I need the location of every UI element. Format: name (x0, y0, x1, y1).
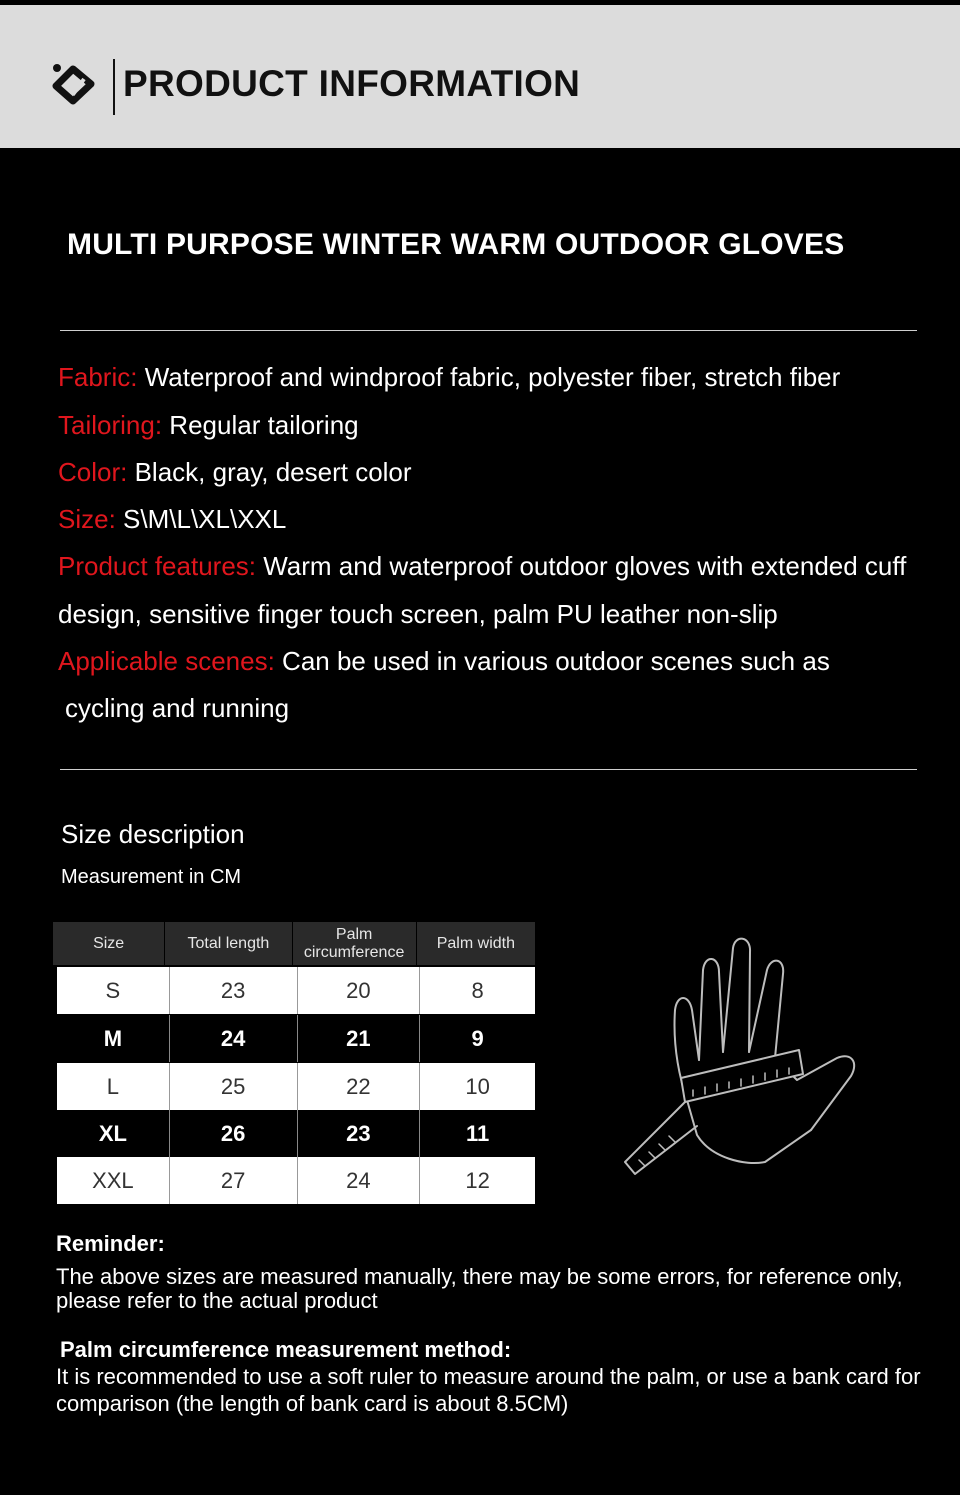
table-cell: 24 (298, 1157, 421, 1204)
hand-measurement-icon (615, 930, 865, 1190)
product-title: MULTI PURPOSE WINTER WARM OUTDOOR GLOVES (67, 228, 845, 261)
features-line-2: design, sensitive finger touch screen, palm PU leather non-slip (58, 599, 778, 629)
size-heading: Size description (61, 819, 245, 849)
scenes-line (58, 646, 830, 677)
table-cell: 23 (170, 967, 298, 1014)
divider (60, 769, 917, 770)
page-title: PRODUCT INFORMATION (123, 63, 581, 104)
size-label: Size: (58, 504, 116, 534)
size-table-header (53, 922, 535, 965)
scenes-label: Applicable scenes: (58, 646, 275, 676)
tailoring-label: Tailoring: (58, 410, 163, 440)
table-cell: 8 (471, 977, 484, 1003)
color-value: Black, gray, desert color (134, 457, 412, 487)
table-cell: 25 (170, 1063, 298, 1110)
table-row (57, 1015, 535, 1062)
features-label: Product features: (58, 551, 256, 581)
fabric-value: Waterproof and windproof fabric, polyester fiber, stretch fiber (144, 362, 841, 392)
size-subheading: Measurement in CM (61, 866, 242, 888)
table-cell: 10 (465, 1073, 490, 1099)
table-row (57, 1110, 535, 1157)
table-cell: 23 (298, 1110, 421, 1157)
table-cell: L (57, 1063, 170, 1110)
tailoring-value: Regular tailoring (169, 410, 359, 440)
header-divider (113, 59, 115, 115)
column-header-total-length: Total length (165, 922, 292, 965)
table-row (57, 1157, 535, 1204)
method-text: It is recommended to use a soft ruler to measure around the palm, or use a bank card for comparison (the length of bank card is about 8.5CM) (56, 1364, 921, 1416)
divider (60, 330, 917, 331)
column-header-size: Size (53, 922, 165, 965)
fabric-line (58, 362, 840, 393)
table-row (57, 967, 535, 1014)
table-cell: XL (57, 1110, 170, 1157)
color-label: Color: (58, 457, 128, 487)
table-cell: 22 (298, 1063, 421, 1110)
column-header-palm-width: Palm width (436, 934, 515, 952)
features-value: Warm and waterproof outdoor gloves with extended cuff (263, 551, 907, 581)
table-cell: 24 (170, 1015, 298, 1062)
size-value: S\M\L\XL\XXL (123, 504, 287, 534)
scenes-line-2: cycling and running (65, 693, 290, 723)
table-cell: S (57, 967, 170, 1014)
header-bar (0, 5, 960, 148)
features-line (58, 551, 906, 582)
table-row (57, 1063, 535, 1110)
tailoring-line (58, 410, 359, 441)
table-cell: 11 (466, 1120, 490, 1146)
table-cell: M (57, 1015, 170, 1062)
table-cell: 12 (465, 1167, 490, 1193)
brand-logo-icon (48, 57, 98, 113)
color-line (58, 457, 412, 488)
size-line (58, 504, 286, 535)
table-cell: 26 (170, 1110, 298, 1157)
table-cell: 21 (298, 1015, 421, 1062)
reminder-text: The above sizes are measured manually, there may be some errors, for reference only, please refer to the actual product (56, 1264, 903, 1313)
reminder-title: Reminder: (56, 1231, 165, 1256)
table-cell: 20 (298, 967, 421, 1014)
column-header-palm-circumference: Palm circumference (293, 922, 417, 965)
table-cell: 9 (471, 1025, 484, 1051)
scenes-value: Can be used in various outdoor scenes such as (282, 646, 830, 676)
method-title: Palm circumference measurement method: (60, 1337, 512, 1362)
table-cell: 27 (170, 1157, 298, 1204)
table-cell: XXL (57, 1157, 170, 1204)
fabric-label: Fabric: (58, 362, 138, 392)
